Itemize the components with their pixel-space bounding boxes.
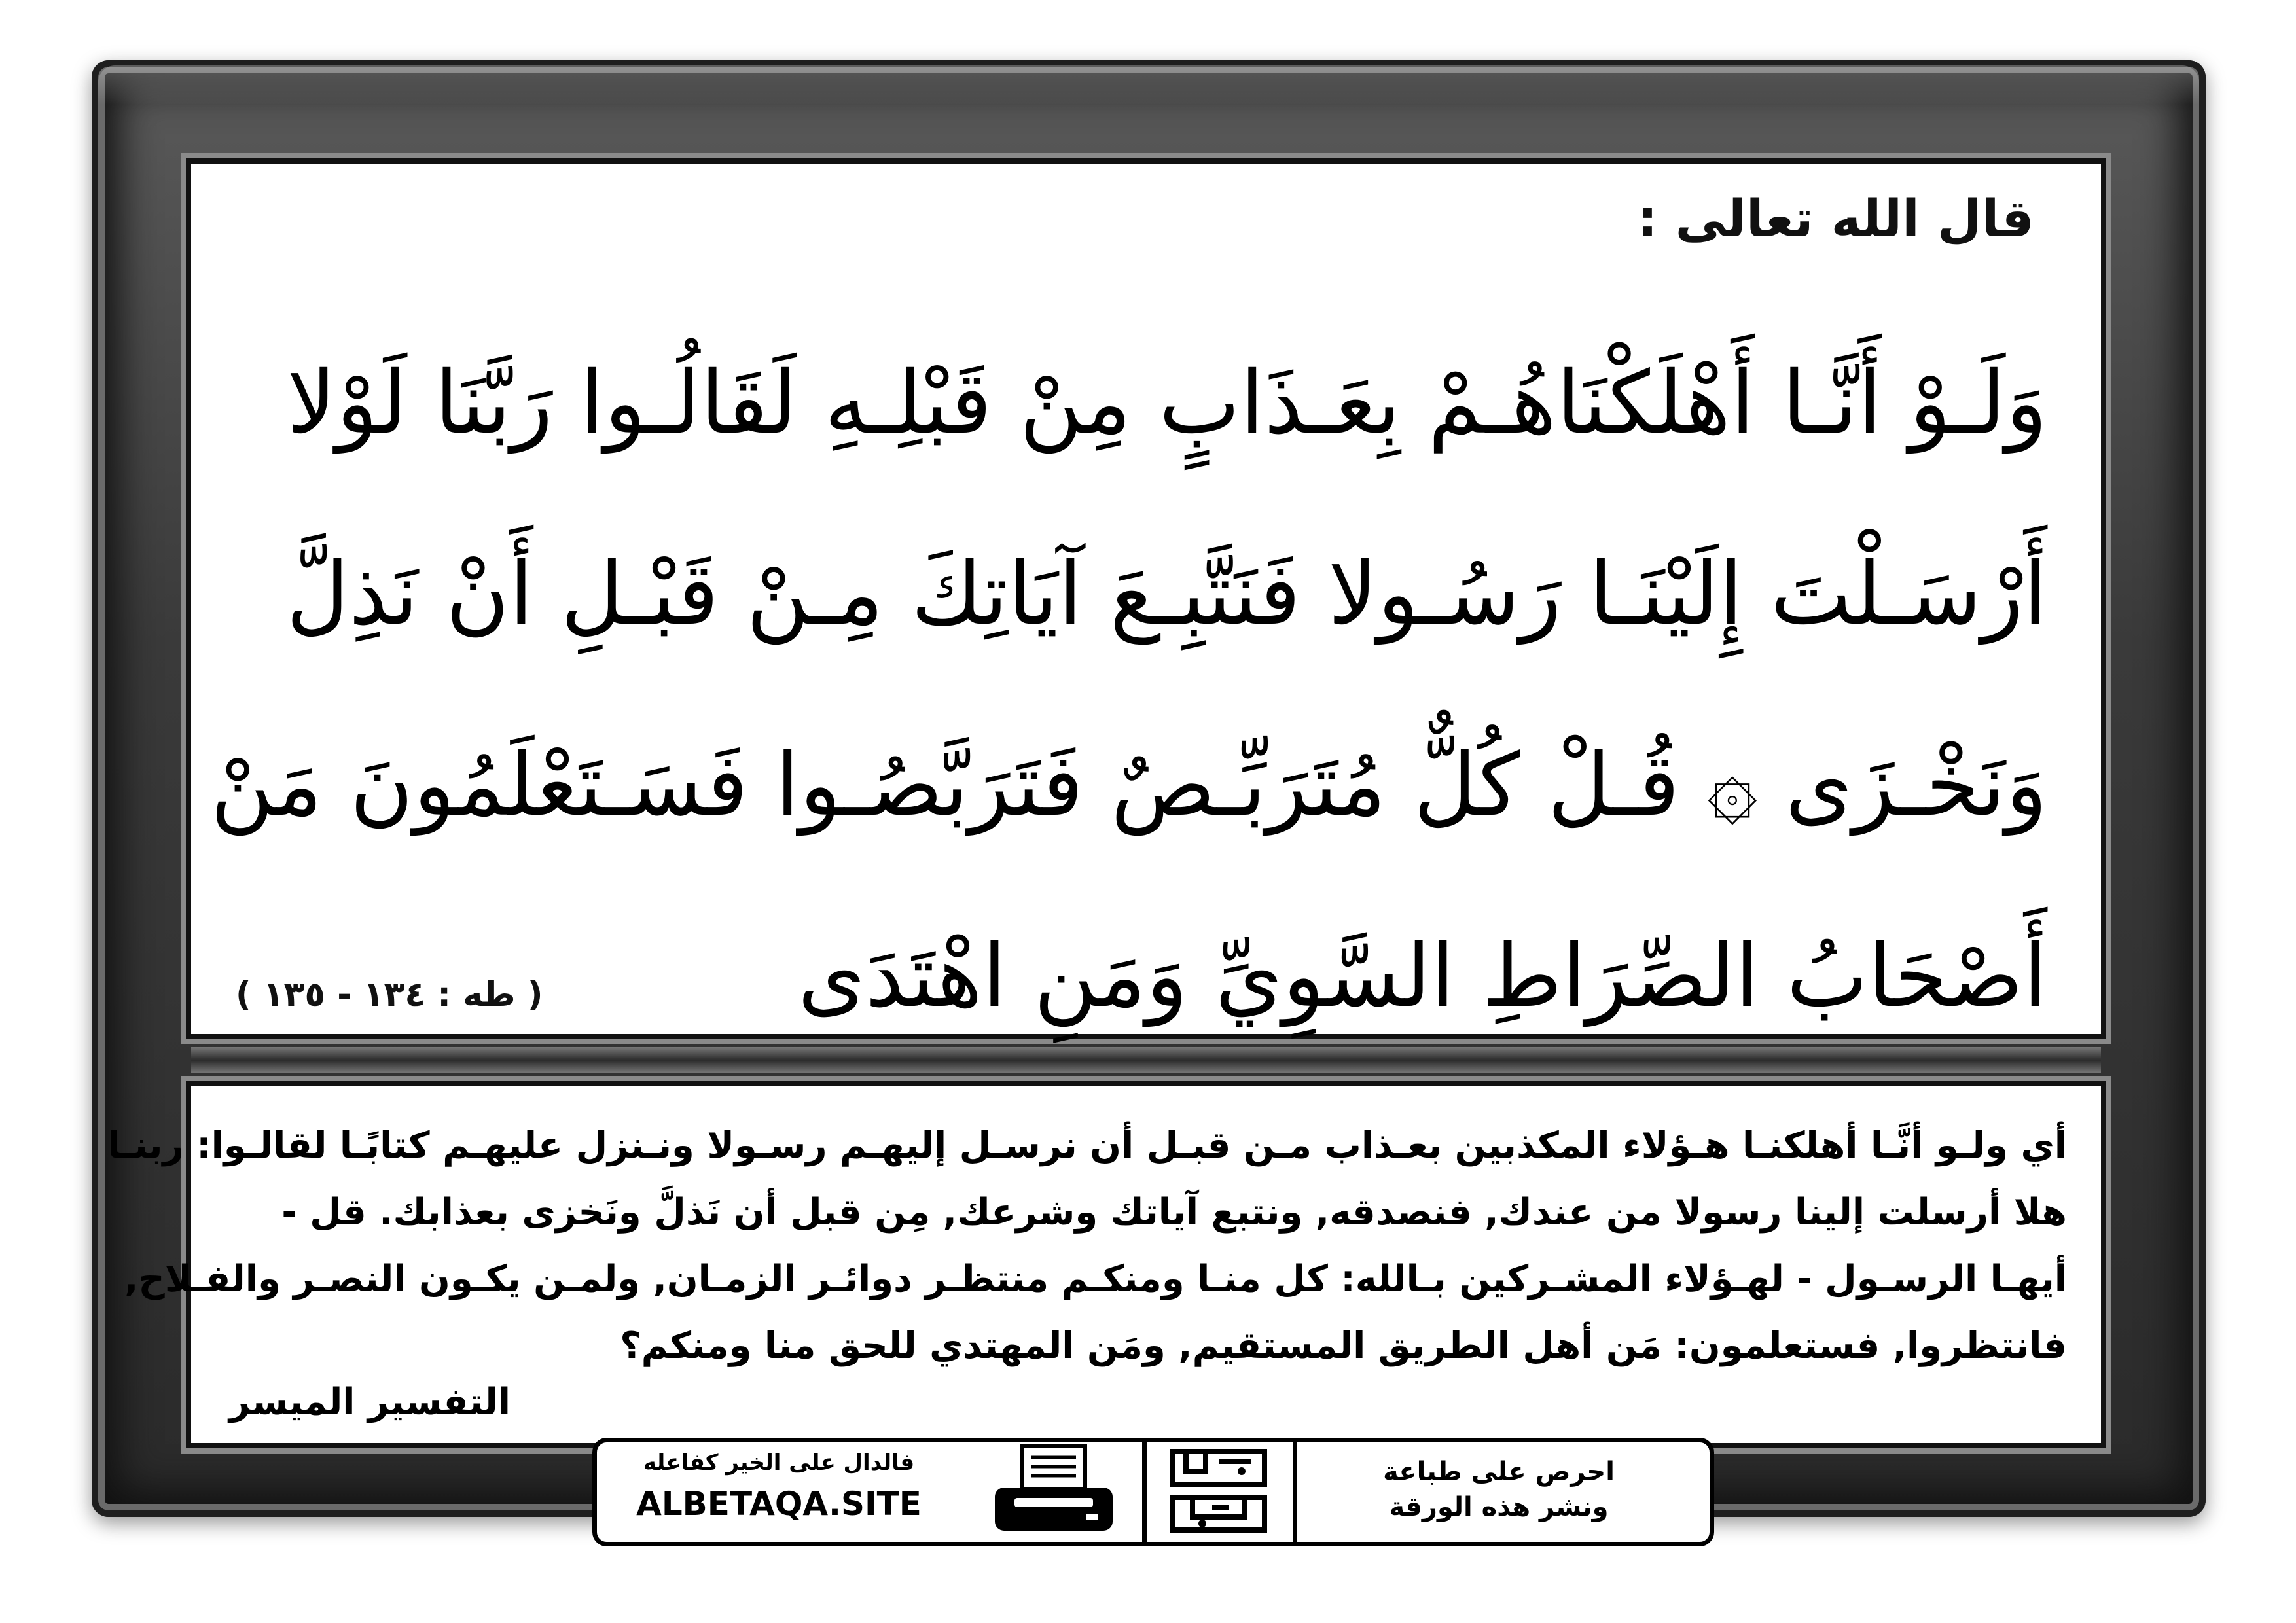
tafsir-source: التفسير الميسر [229, 1381, 511, 1423]
footer-motto: فالدال على الخير كفاعله [643, 1450, 915, 1476]
verse-intro: قال الله تعالى : [1637, 190, 2034, 249]
tafsir-line: فانتظروا, فستعلمون: مَن أهل الطريق المستقيم, ومَن المهتدي للحق منا ومنكم؟ [620, 1325, 2067, 1367]
verse-reference: ( طه : ١٣٤ - ١٣٥ ) [236, 975, 543, 1014]
footer-separator [1142, 1438, 1147, 1546]
site-link[interactable]: ALBETAQA.SITE [636, 1485, 922, 1523]
dawat-alwaraqa-logo-icon [1166, 1445, 1271, 1537]
footer-print-note [1329, 1454, 1669, 1525]
tafsir-line: أي ولـو أنَّـا أهلكنـا هـؤلاء المكذبين بعـذاب مـن قبـل أن نرسـل إليهـم رسـولا ونـنزل عليهـم كتابًـا لقالـوا: ربنـا [107, 1124, 2067, 1167]
tafsir-line: أيهـا الرسـول - لهـؤلاء المشـركين بـالله: كل منـا ومنكـم منتظـر دوائـر الزمـان, ولمـن يكـون النصـر والفـلاح, [124, 1258, 2067, 1300]
footer-separator [1293, 1438, 1297, 1546]
tafsir-text [107, 1113, 2067, 1380]
footer-print-line: ونشر هذه الورقة [1389, 1492, 1609, 1522]
verse-line: وَلَـوْ أَنَّـا أَهْلَكْنَاهُـمْ بِعَـذَابٍ مِنْ قَبْلِـهِ لَقَالُـوا رَبَّنَا لَوْلا [287, 353, 2047, 454]
quran-verse [210, 308, 2047, 1072]
printer-icon [988, 1443, 1119, 1535]
verse-line: وَنَخْـزَى ۞ قُـلْ كُلٌّ مُتَرَبِّـصٌ فَتَرَبَّصُـوا فَسَـتَعْلَمُونَ مَنْ [210, 735, 2047, 836]
tafsir-line: هلا أرسلت إلينا رسولا من عندك, فنصدقه, ونتبع آياتك وشرعك, مِن قبل أن نَذلَّ ونَخزى بعذابك. قل - [281, 1191, 2067, 1234]
verse-line: أَرْسَـلْتَ إِلَيْنَـا رَسُـولا فَنَتَّبِـعَ آيَاتِكَ مِـنْ قَبْـلِ أَنْ نَذِلَّ [286, 544, 2047, 645]
footer-print-line: احرص على طباعة [1383, 1457, 1615, 1487]
verse-line: أَصْحَابُ الصِّرَاطِ السَّوِيِّ وَمَنِ اهْتَدَى [797, 926, 2047, 1027]
footer-site [609, 1450, 949, 1523]
